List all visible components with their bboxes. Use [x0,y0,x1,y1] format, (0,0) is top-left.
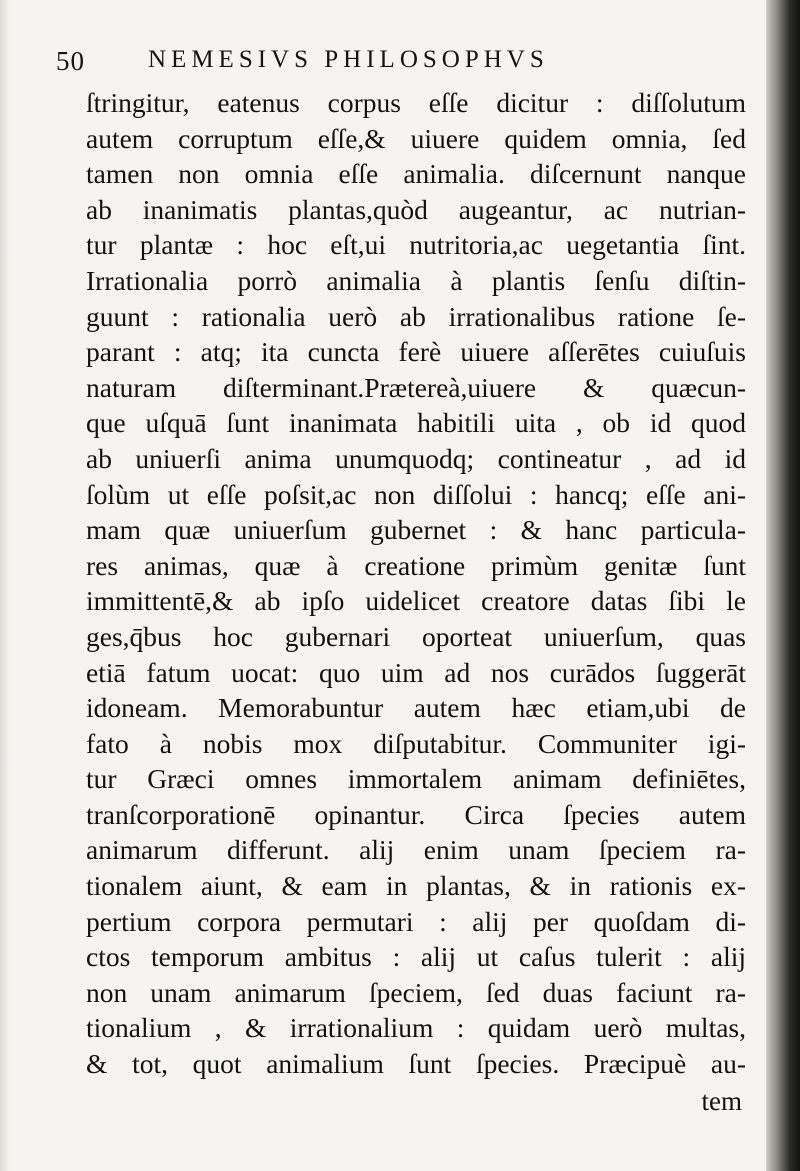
text-line: non unam animarum ſpeciem, ſed duas faciunt ra- [86,976,746,1008]
text-line: tranſcorporationē opinantur. Circa ſpecies autem [86,798,746,830]
text-line: res animas, quæ à creatione primùm genitæ ſunt [86,549,746,581]
page-gutter-shadow [0,0,10,1171]
text-line: ab inanimatis plantas,quòd augeantur, ac nutrian- [86,193,746,225]
text-line: ab uniuerſi anima unumquodq; contineatur , ad id [86,442,746,474]
text-line: immittentē,& ab ipſo uidelicet creatore datas ſibi le [86,585,746,617]
text-line: fato à nobis mox diſputabitur. Communiter igi- [86,727,746,759]
text-line: tur plantæ : hoc eſt,ui nutritoria,ac uegetantia ſint. [86,229,746,261]
text-line: & tot, quot animalium ſunt ſpecies. Præcipuè au- [86,1048,746,1080]
body-text [86,85,746,1082]
text-line: ctos temporum ambitus : alij ut caſus tulerit : alij [86,941,746,973]
text-line: etiā fatum uocat: quo uim ad nos curādos ſuggerāt [86,656,746,688]
text-line: autem corruptum eſſe,& uiuere quidem omnia, ſed [86,122,746,154]
page-number: 50 [56,46,85,76]
text-line: ſolùm ut eſſe poſsit,ac non diſſolui : hancq; eſſe ani- [86,478,746,510]
text-line: parant : atq; ita cuncta ferè uiuere aſſerētes cuiuſuis [86,336,746,368]
text-line: ges,q̄bus hoc gubernari oporteat uniuerſum, quas [86,620,746,652]
text-line: animarum differunt. alij enim unam ſpeciem ra- [86,834,746,866]
text-line: pertium corpora permutari : alij per quoſdam di- [86,905,746,937]
text-line: que uſquā ſunt inanimata habitili uita , ob id quod [86,407,746,439]
running-title: NEMESIVS PHILOSOPHVS [148,46,549,73]
text-line: tionalem aiunt, & eam in plantas, & in rationis ex- [86,870,746,902]
text-line: tur Græci omnes immortalem animam definiētes, [86,763,746,795]
text-line: naturam diſterminant.Prætereà,uiuere & quæcun- [86,371,746,403]
text-line: tamen non omnia eſſe animalia. diſcernunt nanque [86,158,746,190]
page-edge-shadow [766,0,800,1171]
text-line: Irrationalia porrò animalia à plantis ſenſu diſtin- [86,264,746,296]
text-line: mam quæ uniuerſum gubernet : & hanc particula- [86,514,746,546]
catchword: tem [701,1086,742,1116]
text-line: ſtringitur, eatenus corpus eſſe dicitur : diſſolutum [86,87,746,118]
text-line: idoneam. Memorabuntur autem hæc etiam,ubi de [86,692,746,724]
text-line: tionalium , & irrationalium : quidam uerò multas, [86,1012,746,1044]
text-line: guunt : rationalia uerò ab irrationalibus ratione ſe- [86,300,746,332]
page-header [56,42,676,84]
